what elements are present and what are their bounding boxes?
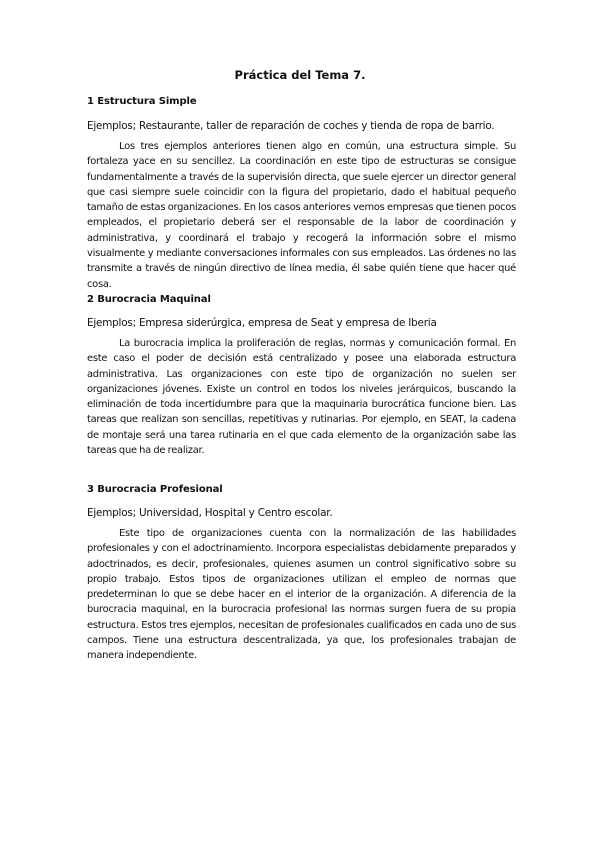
section-3-heading: 3 Burocracia Profesional (87, 484, 223, 495)
section-1-paragraph: Los tres ejemplos anteriores tienen algo en común, una estructura simple. Su fortaleza yace en su sencillez. La coordinación en este tipo de estructuras se consigue fundamentalmente a través de la supervisión directa, que suele ejercer un director general que casi siempre suele coincidir con la figura del propietario, dado el habitual pequeño tamaño de estas organizaciones. En los casos anteriores vemos empresas que tienen pocos empleados, el propietario deberá ser el responsable de la labor de coordinación y administrativa, y coordinará el trabajo y recogerá la información sobre el mismo visualmente y mediante conversaciones informales con sus empleados. Las órdenes no las transmite a través de ningún directivo de línea media, él sabe quién tiene que hacer qué cosa. (87, 141, 516, 290)
section-2-examples: Ejemplos; Empresa siderúrgica, empresa de Seat y empresa de Iberia (87, 317, 437, 329)
section-1-heading: 1 Estructura Simple (87, 96, 197, 107)
section-3-examples: Ejemplos; Universidad, Hospital y Centro escolar. (87, 507, 333, 519)
section-2-heading: 2 Burocracia Maquinal (87, 294, 211, 305)
section-3-paragraph: Este tipo de organizaciones cuenta con la normalización de las habilidades profesionales y con el adoctrinamiento. Incorpora especialistas debidamente preparados y adoctrinados, es decir, profesionales, quienes asumen un control significativo sobre su propio trabajo. Estos tipos de organizaciones utilizan el empleo de normas que predeterminan lo que se debe hacer en el interior de la organización. A diferencia de la burocracia maquinal, en la burocracia profesional las normas surgen fuera de su propia estructura. Estos tres ejemplos, necesitan de profesionales cualificados en cada uno de sus campos. Tiene una estructura descentralizada, ya que, los profesionales trabajan de manera independiente. (87, 528, 516, 662)
document-title: Práctica del Tema 7. (234, 68, 366, 82)
section-2-paragraph: La burocracia implica la proliferación de reglas, normas y comunicación formal. En este caso el poder de decisión está centralizado y posee una elaborada estructura administrativa. Las organizaciones con este tipo de organización no suelen ser organizaciones jóvenes. Existe un control en todos los niveles jerárquicos, buscando la eliminación de toda incertidumbre para que la maquinaria burocrática funcione bien. Las tareas que realizan son sencillas, repetitivas y rutinarias. Por ejemplo, en SEAT, la cadena de montaje será una tarea rutinaria en el que cada elemento de la organización sabe las tareas que ha de realizar. (87, 338, 516, 457)
section-1-examples: Ejemplos; Restaurante, taller de reparación de coches y tienda de ropa de barrio. (87, 120, 495, 132)
